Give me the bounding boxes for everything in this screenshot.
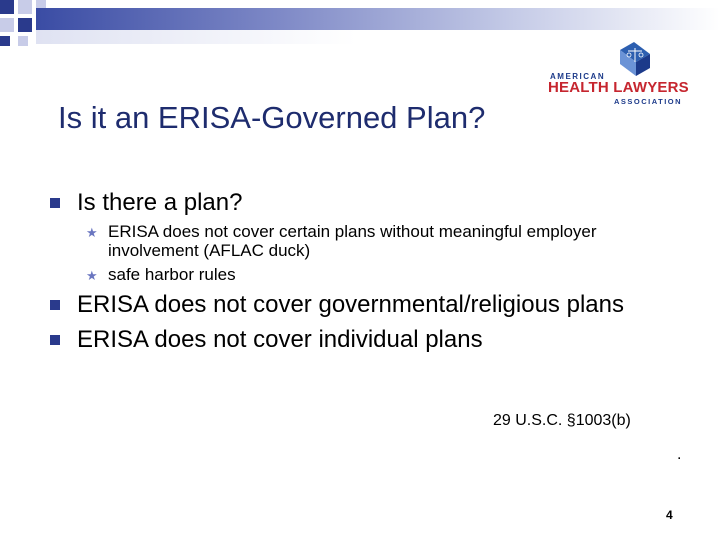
sub-bullet-item: [50, 265, 660, 284]
bullet-item: [50, 190, 660, 216]
corner-square-5: [36, 0, 46, 8]
slide-title: Is it an ERISA-Governed Plan?: [58, 100, 486, 135]
sub-bullet-list: [50, 222, 660, 284]
bullet-item: [50, 292, 660, 318]
corner-square-7: [18, 36, 28, 46]
corner-square-6: [0, 36, 10, 46]
square-bullet-icon: [50, 300, 60, 310]
square-bullet-icon: [50, 335, 60, 345]
corner-square-2: [18, 0, 32, 14]
square-bullet-icon: [50, 198, 60, 208]
bullet-text: Is there a plan?: [77, 189, 243, 216]
bullet-list: [50, 190, 660, 362]
sub-bullet-text: safe harbor rules: [108, 265, 236, 284]
trailing-mark: .: [677, 446, 682, 463]
page-number: 4: [666, 508, 673, 522]
logo-line-association: ASSOCIATION: [614, 97, 683, 106]
statute-citation: 29 U.S.C. §1003(b): [493, 412, 631, 429]
star-bullet-icon: ★: [86, 225, 98, 240]
sub-bullet-text: ERISA does not cover certain plans without meaningful employer involvement (AFLAC duck): [108, 222, 597, 260]
bullet-text: ERISA does not cover individual plans: [77, 326, 483, 353]
corner-square-1: [0, 0, 14, 14]
header-gradient-shadow: [36, 30, 356, 44]
star-bullet-icon: ★: [86, 268, 98, 283]
sub-bullet-item: [50, 222, 660, 260]
logo-line-health-lawyers: HEALTH LAWYERS: [548, 79, 689, 96]
corner-square-3: [0, 18, 14, 32]
bullet-text: ERISA does not cover governmental/religious plans: [77, 291, 624, 318]
logo-line-american: AMERICAN: [550, 72, 606, 81]
header-gradient-band: [36, 8, 720, 30]
corner-square-4: [18, 18, 32, 32]
bullet-item: [50, 327, 660, 353]
